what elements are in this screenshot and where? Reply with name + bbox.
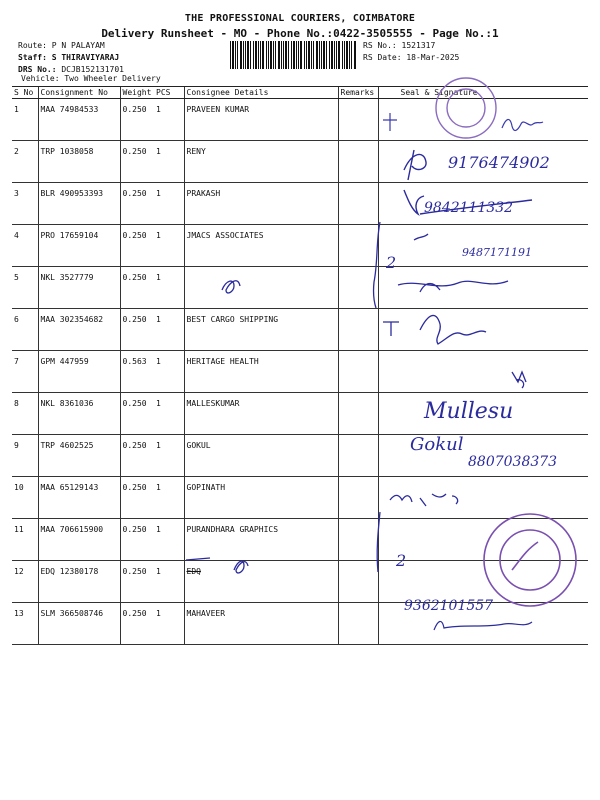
row-remarks xyxy=(338,435,378,477)
row-consignee: JMACS ASSOCIATES xyxy=(184,225,338,267)
row-consignee: GOPINATH xyxy=(184,477,338,519)
barcode-bar xyxy=(260,41,261,69)
row-signature xyxy=(378,477,588,519)
barcode-bar xyxy=(291,41,292,69)
barcode-bar xyxy=(334,41,335,69)
table-row xyxy=(12,435,588,477)
rs-no-line: RS No.: 1521317 xyxy=(363,41,436,50)
barcode-bar xyxy=(293,41,295,69)
staff-value: S THIRAVIYARAJ xyxy=(51,53,120,62)
row-signature xyxy=(378,267,588,309)
barcode-bar xyxy=(240,41,242,69)
row-pcs: 1 xyxy=(154,99,184,141)
barcode-bar xyxy=(321,41,322,69)
barcode-bar xyxy=(281,41,282,69)
row-consignment-no: SLM 366508746 xyxy=(38,603,120,645)
table-row xyxy=(12,519,588,561)
row-remarks xyxy=(338,99,378,141)
row-sno: 1 xyxy=(12,99,38,141)
row-consignment-no: NKL 8361036 xyxy=(38,393,120,435)
barcode-bar xyxy=(266,41,267,69)
row-sno: 10 xyxy=(12,477,38,519)
row-signature xyxy=(378,435,588,477)
table-row xyxy=(12,309,588,351)
barcode-bar xyxy=(237,41,238,69)
rs-date-line: RS Date: 18-Mar-2025 xyxy=(363,53,460,62)
row-signature xyxy=(378,225,588,267)
barcode-bar xyxy=(250,41,251,69)
barcode-bar xyxy=(298,41,299,69)
row-weight: 0.250 xyxy=(120,435,154,477)
vehicle-line: Vehicle: Two Wheeler Delivery xyxy=(21,74,161,83)
row-weight: 0.250 xyxy=(120,99,154,141)
company-title: THE PROFESSIONAL COURIERS, COIMBATORE xyxy=(184,13,416,24)
row-pcs: 1 xyxy=(154,141,184,183)
row-consignment-no: TRP 4602525 xyxy=(38,435,120,477)
row-pcs: 1 xyxy=(154,435,184,477)
row-consignee: RENY xyxy=(184,141,338,183)
row-sno: 9 xyxy=(12,435,38,477)
row-remarks xyxy=(338,393,378,435)
handwritten-phone-row9: 8807038373 xyxy=(468,454,558,470)
barcode-bar xyxy=(326,41,327,69)
row-sno: 12 xyxy=(12,561,38,603)
row-sno: 7 xyxy=(12,351,38,393)
row-consignment-no: NKL 3527779 xyxy=(38,267,120,309)
row-consignee: GOKUL xyxy=(184,435,338,477)
row-pcs: 1 xyxy=(154,561,184,603)
row-consignment-no: MAA 65129143 xyxy=(38,477,120,519)
barcode-bar xyxy=(306,41,307,69)
row-consignment-no: TRP 1038058 xyxy=(38,141,120,183)
row-sno: 2 xyxy=(12,141,38,183)
row-remarks xyxy=(338,351,378,393)
row-pcs: 1 xyxy=(154,309,184,351)
row-signature xyxy=(378,99,588,141)
row-sno: 5 xyxy=(12,267,38,309)
table-header-row xyxy=(12,87,588,99)
row-weight: 0.250 xyxy=(120,519,154,561)
row-consignment-no: PRO 17659104 xyxy=(38,225,120,267)
row-consignee: PRAKASH xyxy=(184,183,338,225)
row-sno: 8 xyxy=(12,393,38,435)
barcode-bar xyxy=(338,41,340,69)
row-weight: 0.563 xyxy=(120,351,154,393)
barcode-bar xyxy=(349,41,350,69)
barcode-bar xyxy=(342,41,343,69)
barcode-bar xyxy=(258,41,259,69)
barcode-bar xyxy=(243,41,244,69)
row-consignee: PRAVEEN KUMAR xyxy=(184,99,338,141)
row-weight: 0.250 xyxy=(120,141,154,183)
barcode-bar xyxy=(323,41,325,69)
col-sno: S No xyxy=(12,87,38,99)
col-remarks: Remarks xyxy=(338,87,378,99)
table-row xyxy=(12,393,588,435)
row-weight: 0.250 xyxy=(120,393,154,435)
row-weight: 0.250 xyxy=(120,309,154,351)
route-value: P N PALAYAM xyxy=(51,41,105,50)
row-sno: 3 xyxy=(12,183,38,225)
row-signature xyxy=(378,561,588,603)
barcode-bar xyxy=(308,41,310,69)
row-remarks xyxy=(338,225,378,267)
handwritten-remark-row12: 2 xyxy=(396,551,407,570)
row-consignee: MAHAVEER xyxy=(184,603,338,645)
barcode-bar xyxy=(245,41,246,69)
table-row xyxy=(12,99,588,141)
row-consignee: BEST CARGO SHIPPING xyxy=(184,309,338,351)
barcode xyxy=(230,41,358,69)
row-pcs: 1 xyxy=(154,351,184,393)
row-signature xyxy=(378,183,588,225)
barcode-bar xyxy=(247,41,249,69)
barcode-bar xyxy=(344,41,345,69)
row-consignment-no: BLR 490953393 xyxy=(38,183,120,225)
handwritten-phone-row4: 9487171191 xyxy=(462,246,532,259)
handwritten-remark-row4: 2 xyxy=(386,253,397,272)
vehicle-value: Two Wheeler Delivery xyxy=(64,74,161,83)
row-consignee xyxy=(184,267,338,309)
barcode-bar xyxy=(270,41,272,69)
table-row xyxy=(12,267,588,309)
drs-value: DCJB152131701 xyxy=(61,65,124,74)
col-pcs: PCS xyxy=(154,87,184,99)
barcode-bar xyxy=(346,41,348,69)
row-consignment-no: MAA 302354682 xyxy=(38,309,120,351)
table-row xyxy=(12,351,588,393)
barcode-bar xyxy=(316,41,318,69)
barcode-bar xyxy=(232,41,234,69)
handwritten-name-row9: Gokul xyxy=(410,434,464,455)
row-weight: 0.250 xyxy=(120,561,154,603)
handwritten-phone-row3: 9842111332 xyxy=(424,200,514,216)
row-consignee: HERITAGE HEALTH xyxy=(184,351,338,393)
row-sno: 4 xyxy=(12,225,38,267)
row-signature xyxy=(378,393,588,435)
col-signature: Seal & Signature xyxy=(378,87,588,99)
row-consignment-no: MAA 74984533 xyxy=(38,99,120,141)
rs-no-value: 1521317 xyxy=(401,41,436,50)
runsheet-table xyxy=(12,86,588,645)
row-pcs: 1 xyxy=(154,183,184,225)
row-pcs: 1 xyxy=(154,477,184,519)
table-row xyxy=(12,183,588,225)
barcode-bar xyxy=(311,41,312,69)
barcode-bar xyxy=(275,41,276,69)
barcode-bar xyxy=(278,41,280,69)
row-pcs: 1 xyxy=(154,393,184,435)
row-remarks xyxy=(338,141,378,183)
barcode-bar xyxy=(288,41,289,69)
drs-line: DRS No.: DCJB152131701 xyxy=(18,65,124,74)
row-pcs: 1 xyxy=(154,519,184,561)
staff-line: Staff: S THIRAVIYARAJ xyxy=(18,53,120,62)
table-row xyxy=(12,603,588,645)
table-row xyxy=(12,561,588,603)
barcode-bar xyxy=(296,41,297,69)
row-pcs: 1 xyxy=(154,603,184,645)
row-pcs: 1 xyxy=(154,225,184,267)
row-signature xyxy=(378,351,588,393)
col-consignment: Consignment No xyxy=(38,87,120,99)
barcode-bar xyxy=(230,41,231,69)
barcode-bar xyxy=(285,41,287,69)
barcode-bar xyxy=(304,41,305,69)
row-remarks xyxy=(338,267,378,309)
row-weight: 0.250 xyxy=(120,183,154,225)
col-weight: Weight xyxy=(120,87,154,99)
barcode-bar xyxy=(319,41,320,69)
row-sno: 11 xyxy=(12,519,38,561)
row-weight: 0.250 xyxy=(120,225,154,267)
row-remarks xyxy=(338,477,378,519)
row-remarks xyxy=(338,561,378,603)
barcode-bar xyxy=(268,41,269,69)
barcode-bar xyxy=(354,41,356,69)
handwritten-phone-row2: 9176474902 xyxy=(448,153,550,172)
barcode-bar xyxy=(253,41,254,69)
barcode-bar xyxy=(329,41,330,69)
handwritten-name-row8: Mullesu xyxy=(424,399,514,424)
row-pcs: 1 xyxy=(154,267,184,309)
row-signature xyxy=(378,519,588,561)
row-weight: 0.250 xyxy=(120,267,154,309)
row-consignee: MALLESKUMAR xyxy=(184,393,338,435)
route-line: Route: P N PALAYAM xyxy=(18,41,105,50)
row-remarks xyxy=(338,519,378,561)
table-row xyxy=(12,477,588,519)
barcode-bar xyxy=(331,41,333,69)
row-signature xyxy=(378,141,588,183)
row-sno: 13 xyxy=(12,603,38,645)
row-remarks xyxy=(338,603,378,645)
row-signature xyxy=(378,603,588,645)
col-consignee: Consignee Details xyxy=(184,87,338,99)
barcode-bar xyxy=(273,41,274,69)
barcode-bar xyxy=(235,41,236,69)
barcode-bar xyxy=(336,41,337,69)
row-remarks xyxy=(338,183,378,225)
runsheet-subtitle: Delivery Runsheet - MO - Phone No.:0422-3505555 - Page No.:1 xyxy=(101,27,499,40)
barcode-bar xyxy=(255,41,257,69)
row-sno: 6 xyxy=(12,309,38,351)
row-weight: 0.250 xyxy=(120,603,154,645)
row-weight: 0.250 xyxy=(120,477,154,519)
barcode-bar xyxy=(313,41,314,69)
row-consignment-no: MAA 706615900 xyxy=(38,519,120,561)
table-row xyxy=(12,141,588,183)
row-consignment-no: EDQ 12380178 xyxy=(38,561,120,603)
row-remarks xyxy=(338,309,378,351)
row-consignee: PURANDHARA GRAPHICS xyxy=(184,519,338,561)
handwritten-phone-row13: 9362101557 xyxy=(404,598,494,614)
row-consignee: EDQ xyxy=(184,561,338,603)
barcode-bar xyxy=(300,41,302,69)
row-signature xyxy=(378,309,588,351)
barcode-bar xyxy=(283,41,284,69)
barcode-bar xyxy=(351,41,352,69)
rs-date-value: 18-Mar-2025 xyxy=(406,53,460,62)
row-consignment-no: GPM 447959 xyxy=(38,351,120,393)
barcode-bar xyxy=(262,41,264,69)
table-row xyxy=(12,225,588,267)
